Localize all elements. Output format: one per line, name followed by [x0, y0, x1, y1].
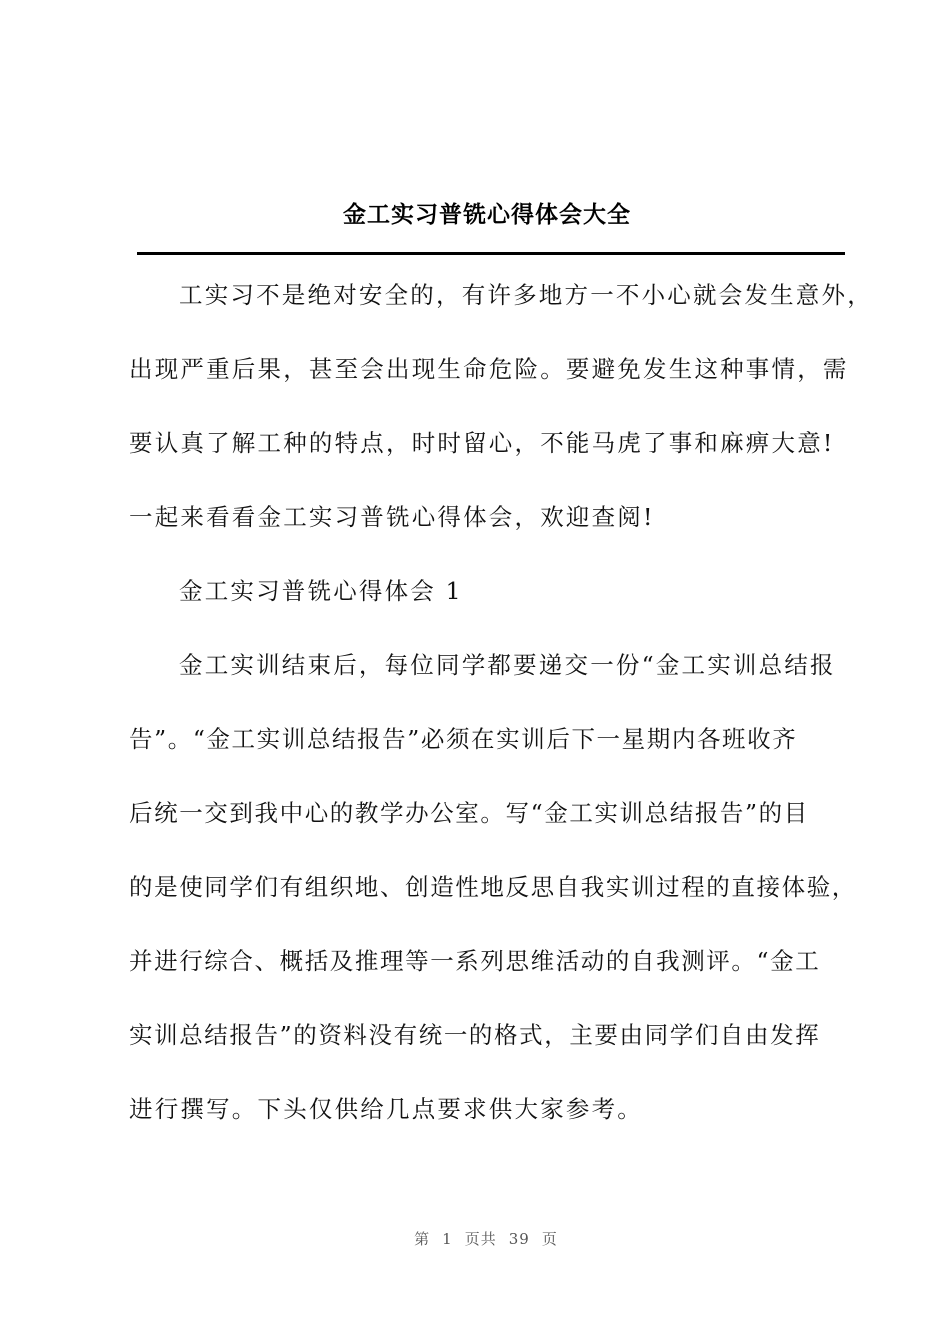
paragraph-line: 并进行综合、概括及推理等一系列思维活动的自我测评。“金工 [129, 947, 821, 975]
document-title: 金工实习普铣心得体会大全 [343, 202, 631, 228]
paragraph-line: 实训总结报告”的资料没有统一的格式，主要由同学们自由发挥 [129, 1021, 821, 1049]
footer-prefix: 第 [414, 1230, 431, 1248]
title-underline [137, 252, 845, 255]
footer-total-pages: 39 [508, 1230, 530, 1248]
footer-page-number: 1 [442, 1230, 453, 1248]
page-footer [0, 1228, 950, 1249]
paragraph-line: 进行撰写。下头仅供给几点要求供大家参考。 [129, 1095, 643, 1123]
paragraph-line: 告”。“金工实训总结报告”必须在实训后下一星期内各班收齐 [129, 725, 798, 753]
paragraph-line: 后统一交到我中心的教学办公室。写“金工实训总结报告”的目 [129, 799, 809, 827]
footer-middle: 页共 [464, 1230, 497, 1248]
paragraph-line: 要认真了解工种的特点，时时留心，不能马虎了事和麻痹大意! [129, 429, 835, 457]
paragraph-line: 工实习不是绝对安全的，有许多地方一不小心就会发生意外， [179, 281, 873, 309]
section-heading: 金工实习普铣心得体会 1 [179, 577, 463, 605]
paragraph-line: 出现严重后果，甚至会出现生命危险。要避免发生这种事情，需 [129, 355, 849, 383]
paragraph-line: 的是使同学们有组织地、创造性地反思自我实训过程的直接体验， [129, 873, 857, 901]
footer-suffix: 页 [541, 1230, 558, 1248]
paragraph-line: 金工实训结束后，每位同学都要递交一份“金工实训总结报 [179, 651, 836, 679]
document-body [129, 265, 873, 1153]
paragraph-line: 一起来看看金工实习普铣心得体会，欢迎查阅! [129, 503, 655, 531]
